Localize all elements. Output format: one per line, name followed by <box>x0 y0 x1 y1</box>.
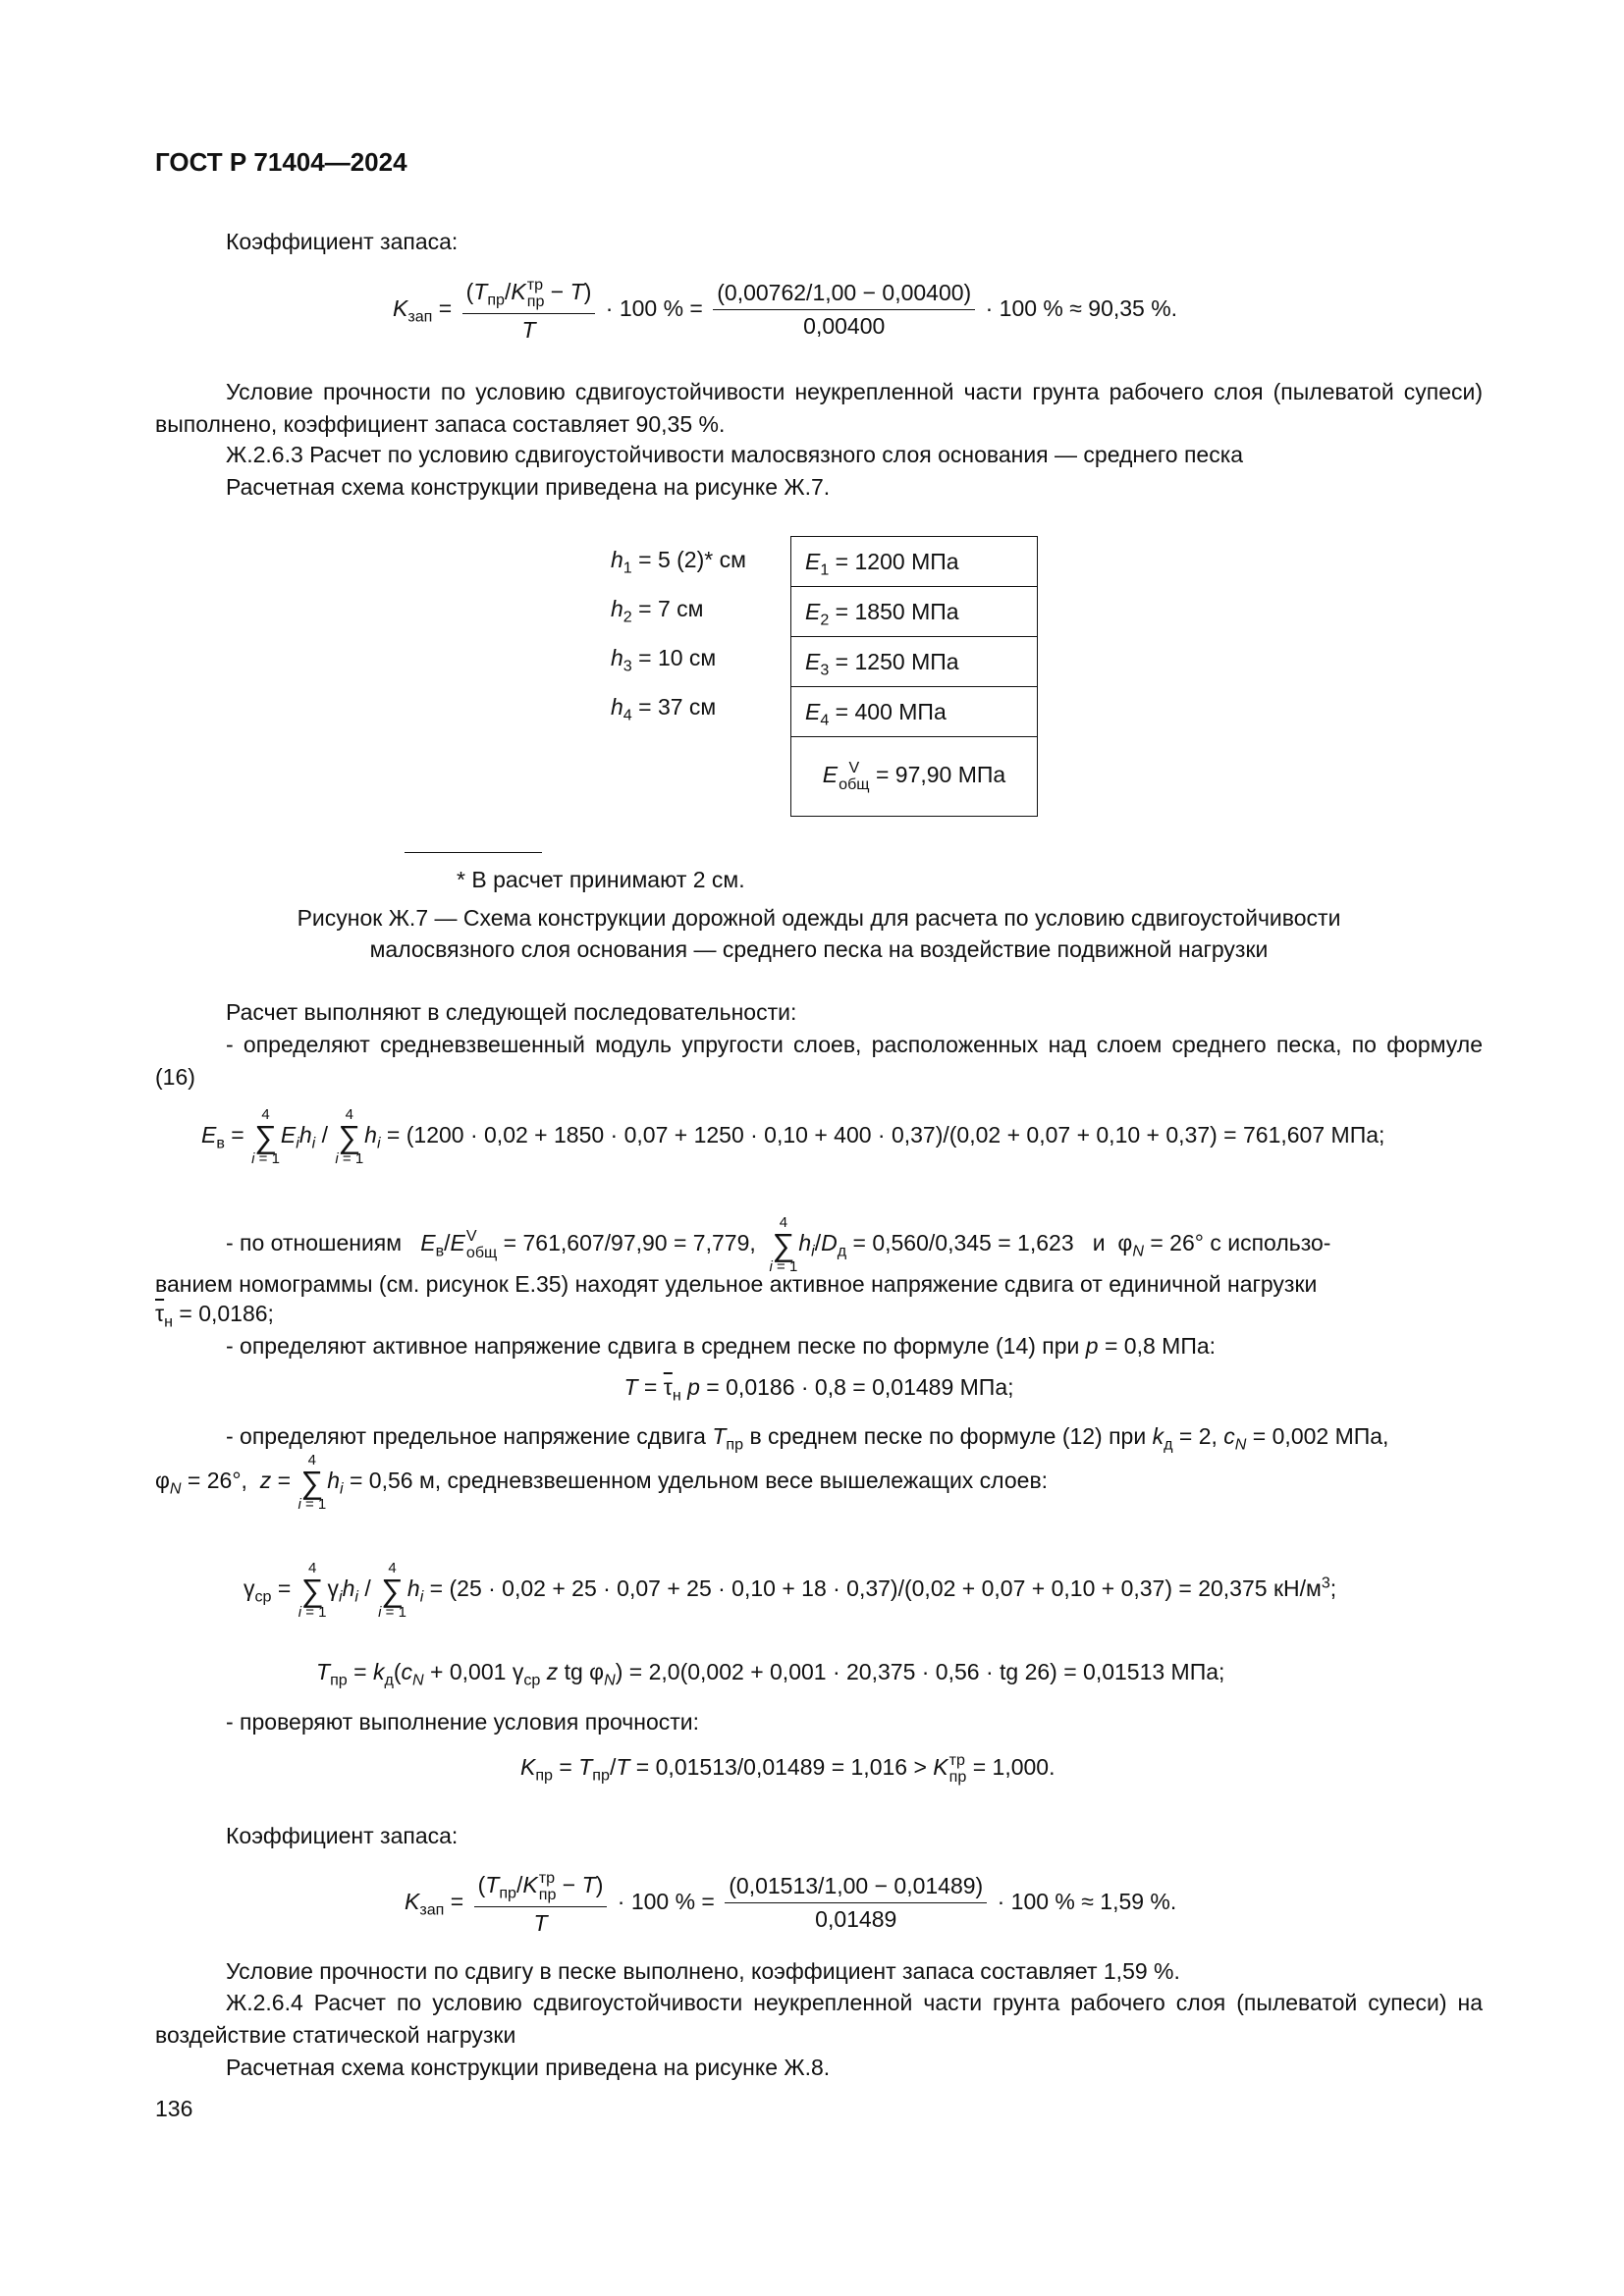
paragraph-step-4: - определяют предельное напряжение сдвига $T_{пр}$ в среднем песке по формуле (12) при $k_д = 2$, $c_N = 0,002$ МПа, <box>226 1423 1389 1454</box>
paragraph-condition-1: Условие прочности по условию сдвигоустойчивости неукрепленной части грунта рабочего слоя (пылеватой супеси) выполнено, коэффициент запаса составляет 90,35 %. <box>155 379 1483 437</box>
paragraph-scheme-ref: Расчетная схема конструкции приведена на рисунке Ж.7. <box>226 474 831 500</box>
layer-thickness-1: $h_1 = 5$ (2)* см <box>611 547 746 577</box>
document-header: ГОСТ Р 71404—2024 <box>155 147 407 177</box>
formula-strength-check: $K_{пр} = T_{пр}/T = 0,01513/0,01489 = 1,016 > K$ тр пр = 1,000. <box>520 1751 1056 1786</box>
formula-unit-weight: $\gamma_{ср}$ = 4 ∑ i = 1 $\gamma_ih_i$ / 4 ∑ i = 1 $h_i = (25 \cdot 0,02 + 25 \cdot 0,07 + 25 \cdot 0,10 + 18 \cdot 0,37)/(0,02 + 0,07 + 0,10 + 0,37) = 20,375$ $кН/м^3$; <box>244 1560 1337 1621</box>
formula-lhs-sub: зап <box>407 307 433 326</box>
layer-modulus-1: $E_1 = 1200$ МПа <box>791 537 1038 587</box>
formula-mid: · 100 % = <box>605 294 703 321</box>
formula-reserve-1: $K_{зап}$ = ($T_{пр}/K$ тр пр − T) T · 100 % = $\frac{(0,00762/1,00 - 0,00400)}{0,00400}$ · 100 % ≈ 90,35 %. <box>393 276 1178 343</box>
section-heading-zh264: Ж.2.6.4 Расчет по условию сдвигоустойчивости неукрепленной части грунта рабочего слоя (пылеватой супеси) на воздействие статической нагрузки <box>155 1990 1483 2048</box>
formula-limit-stress: $T_{пр} = k_д(c_N + 0,001$ $\gamma_{ср}$ z tg $\varphi_N) = 2,0(0,002 + 0,001 \cdot 20,375 \cdot 0,56$ · tg 26) = 0,01513 МПа; <box>316 1659 1225 1689</box>
layer-modulus-table <box>790 536 1038 817</box>
paragraph-procedure: Расчет выполняют в следующей последовательности: <box>226 999 797 1025</box>
tau-value: $\overline{\tau}_н = 0,0186$; <box>155 1301 274 1331</box>
paragraph-conclusion: Условие прочности по сдвигу в песке выполнено, коэффициент запаса составляет 1,59 %. <box>226 1958 1180 1984</box>
total-modulus: E V общ = 97,90 МПа <box>791 737 1038 817</box>
paragraph-reserve-2: Коэффициент запаса: <box>226 1823 459 1848</box>
paragraph-scheme-ref-2: Расчетная схема конструкции приведена на рисунке Ж.8. <box>226 2055 831 2080</box>
layer-modulus-2: $E_2 = 1850$ МПа <box>791 587 1038 637</box>
formula-weighted-modulus: $E_в$ = 4 ∑ i = 1 $E_ih_i$ / 4 ∑ i = 1 $h_i = (1200 \cdot 0,02 + 1850 \cdot 0,07 + 1250 \cdot 0,10 + 400 \cdot 0,37)/(0,02 + 0,07 + 0,10 + 0,37) = 761,607$ МПа; <box>201 1106 1385 1167</box>
section-heading-zh263: Ж.2.6.3 Расчет по условию сдвигоустойчивости малосвязного слоя основания — среднего песка <box>226 442 1244 467</box>
formula-fraction-2: $\frac{(0,00762/1,00 - 0,00400)}{0,00400}$ <box>713 280 975 340</box>
figure-footnote: * В расчет принимают 2 см. <box>457 867 745 892</box>
paragraph-step-3: - определяют активное напряжение сдвига в среднем песке по формуле (14) при p = 0,8 МПа: <box>226 1333 1217 1359</box>
figure-caption-line-2: малосвязного слоя основания — среднего песка на воздействие подвижной нагрузки <box>369 936 1269 962</box>
paragraph-step-1: - определяют средневзвешенный модуль упругости слоев, расположенных над слоем среднего песка, по формуле (16) <box>155 1032 1483 1090</box>
layer-modulus-4: $E_4 = 400$ МПа <box>791 687 1038 737</box>
paragraph-step-2-cont: ванием номограммы (см. рисунок Е.35) находят удельное активное напряжение сдвига от единичной нагрузки <box>155 1271 1318 1297</box>
paragraph-reserve-1: Коэффициент запаса: <box>226 229 459 254</box>
formula-fraction-1: ($T_{пр}/K$ тр пр − T) T <box>462 277 596 344</box>
paragraph-step-4-cont: $\varphi_N = 26^\circ$, z = 4 ∑ i = 1 $h_i = 0,56$ м, средневзвешенном удельном весе вышележащих слоев: <box>155 1452 1049 1513</box>
layer-thickness-2: $h_2 = 7$ см <box>611 596 704 626</box>
paragraph-step-2: - по отношениям $E_в/E$ V общ = 761,607/97,90 = 7,779, 4 ∑ i = 1 $h_i/D_д = 0,560/0,345 = 1,623$ и $\varphi_N = 26^\circ$ с использо- <box>226 1214 1331 1275</box>
layer-modulus-3: $E_3 = 1250$ МПа <box>791 637 1038 687</box>
page-number: 136 <box>155 2096 193 2121</box>
figure-caption-line-1: Рисунок Ж.7 — Схема конструкции дорожной одежды для расчета по условию сдвигоустойчивости <box>297 905 1341 931</box>
footnote-separator <box>405 852 542 853</box>
formula-tail: · 100 % ≈ 90,35 %. <box>985 294 1178 321</box>
formula-reserve-2: $K_{зап}$ = ($T_{пр}/K$ тр пр − T) T · 100 % = $\frac{(0,01513/1,00 - 0,01489)}{0,01489}$ · 100 % ≈ 1,59 %. <box>405 1869 1177 1936</box>
layer-thickness-3: $h_3 = 10$ см <box>611 645 717 675</box>
layer-thickness-4: $h_4 = 37$ см <box>611 694 717 724</box>
paragraph-step-5: - проверяют выполнение условия прочности: <box>226 1709 700 1735</box>
formula-active-stress: $T = \overline{\tau}_н$ p = 0,0186 · 0,8 = 0,01489 МПа; <box>623 1374 1014 1405</box>
